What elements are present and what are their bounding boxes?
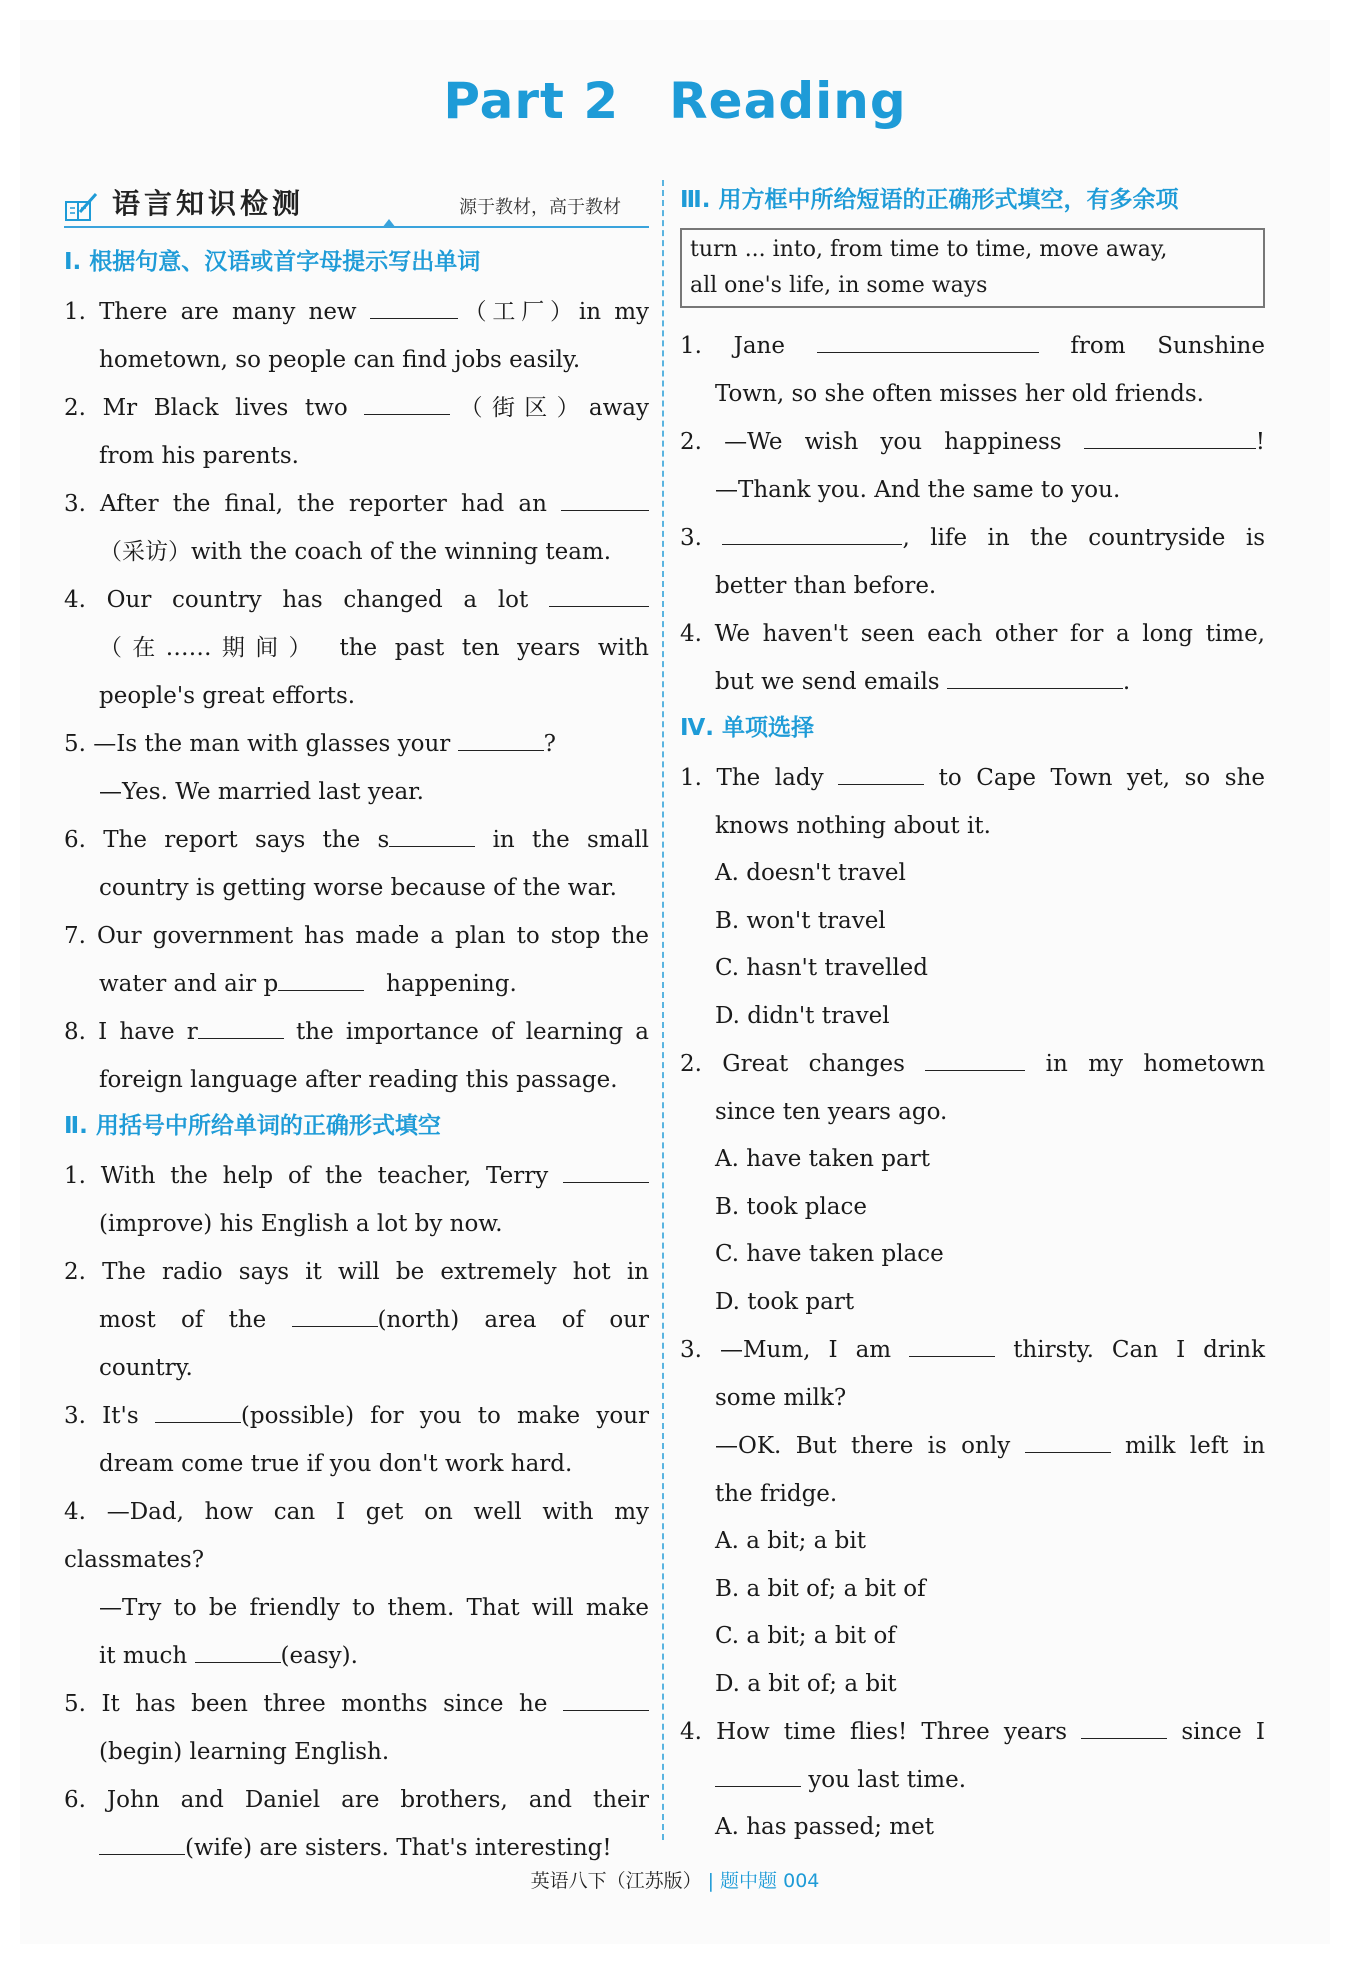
question-3-4-cont: but we send emails . <box>680 658 1265 706</box>
answer-blank[interactable] <box>198 1016 284 1039</box>
question-1-7-cont: water and air p happening. <box>64 960 649 1008</box>
answer-blank[interactable] <box>838 762 924 785</box>
question-2-3: 3. It's (possible) for you to make your <box>64 1392 649 1440</box>
answer-blank[interactable] <box>1025 1430 1111 1453</box>
question-3-1: 1. Jane from Sunshine <box>680 322 1265 370</box>
option[interactable]: A. has passed; met <box>715 1814 934 1840</box>
question-1-2: 2. Mr Black lives two （街区）away <box>64 384 649 432</box>
part-4-title: Ⅳ. 单项选择 <box>680 715 815 741</box>
option[interactable]: D. took part <box>715 1288 855 1315</box>
question-2-2-cont: most of the (north) area of our <box>64 1296 649 1344</box>
question-4-2-cont: since ten years ago. <box>715 1099 948 1125</box>
question-1-4-cont2: people's great efforts. <box>99 683 356 709</box>
answer-blank[interactable] <box>195 1640 281 1663</box>
part-1-title: Ⅰ. 根据句意、汉语或首字母提示写出单词 <box>64 249 481 275</box>
question-4-2: 2. Great changes in my hometown <box>680 1040 1265 1088</box>
answer-blank[interactable] <box>1081 1716 1167 1739</box>
question-4-3-cont: some milk? <box>715 1385 847 1411</box>
question-2-4-cont: —Try to be friendly to them. That will make <box>99 1595 649 1621</box>
question-1-8-cont: foreign language after reading this passage. <box>99 1067 618 1093</box>
question-4-4-cont: you last time. <box>680 1756 1265 1804</box>
answer-blank[interactable] <box>1084 426 1256 449</box>
question-1-7: 7. Our government has made a plan to stop the <box>64 923 649 949</box>
part-3-title: Ⅲ. 用方框中所给短语的正确形式填空，有多余项 <box>680 187 1179 213</box>
book-name: 英语八下（江苏版） <box>530 1870 702 1892</box>
option[interactable]: A. a bit; a bit <box>715 1528 866 1554</box>
question-1-6-cont: country is getting worse because of the war. <box>99 875 617 901</box>
answer-blank[interactable] <box>458 728 544 751</box>
question-3-3-cont: better than before. <box>715 573 937 599</box>
question-3-4: 4. We haven't seen each other for a long time, <box>680 621 1265 647</box>
answer-blank[interactable] <box>909 1334 995 1357</box>
answer-blank[interactable] <box>370 296 458 319</box>
option[interactable]: C. a bit; a bit of <box>715 1623 896 1649</box>
question-4-1-cont: knows nothing about it. <box>715 813 991 839</box>
question-3-2: 2. —We wish you happiness ! <box>680 418 1265 466</box>
answer-blank[interactable] <box>292 1304 378 1327</box>
question-1-4: 4. Our country has changed a lot <box>64 576 649 624</box>
option[interactable]: C. have taken place <box>715 1241 944 1267</box>
question-2-2-cont2: country. <box>99 1355 193 1381</box>
phrase-box <box>680 228 1265 308</box>
answer-blank[interactable] <box>99 1832 185 1855</box>
phrase-box-line: all one's life, in some ways <box>690 273 988 298</box>
answer-blank[interactable] <box>549 584 649 607</box>
answer-blank[interactable] <box>722 522 902 545</box>
section-title: 语言知识检测 <box>112 187 305 220</box>
option[interactable]: A. doesn't travel <box>715 860 906 886</box>
question-2-4-cont2: it much (easy). <box>64 1632 649 1680</box>
question-1-3-cont: （采访）with the coach of the winning team. <box>99 539 612 565</box>
option[interactable]: C. hasn't travelled <box>715 955 929 981</box>
option[interactable]: D. didn't travel <box>715 1002 890 1029</box>
question-2-3-cont: dream come true if you don't work hard. <box>99 1451 573 1477</box>
book-pen-icon <box>64 192 98 222</box>
footer-separator: | <box>707 1870 715 1892</box>
option[interactable]: B. won't travel <box>715 907 886 934</box>
question-4-4: 4. How time flies! Three years since I <box>680 1708 1265 1756</box>
question-1-5-cont: —Yes. We married last year. <box>99 779 424 805</box>
question-4-1: 1. The lady to Cape Town yet, so she <box>680 754 1265 802</box>
answer-blank[interactable] <box>563 1160 649 1183</box>
answer-blank[interactable] <box>925 1048 1025 1071</box>
section-subtitle: 源于教材，高于教材 <box>459 197 621 218</box>
question-1-1-cont: hometown, so people can find jobs easily. <box>99 347 581 373</box>
question-1-8: 8. I have r the importance of learning a <box>64 1008 649 1056</box>
question-3-2-cont: —Thank you. And the same to you. <box>715 477 1121 503</box>
question-2-6: 6. John and Daniel are brothers, and their <box>64 1787 649 1813</box>
question-1-2-cont: from his parents. <box>99 443 299 469</box>
question-2-6-cont: (wife) are sisters. That's interesting! <box>64 1824 649 1872</box>
question-1-3: 3. After the final, the reporter had an <box>64 480 649 528</box>
question-4-3-cont3: the fridge. <box>715 1481 838 1507</box>
part-2-title: Ⅱ. 用括号中所给单词的正确形式填空 <box>64 1113 441 1139</box>
answer-blank[interactable] <box>947 666 1123 689</box>
question-2-2: 2. The radio says it will be extremely hot in <box>64 1259 649 1285</box>
question-2-1: 1. With the help of the teacher, Terry <box>64 1152 649 1200</box>
question-4-3-cont2: —OK. But there is only milk left in <box>680 1422 1265 1470</box>
option[interactable]: A. have taken part <box>715 1146 930 1172</box>
section-header <box>64 182 649 228</box>
phrase-box-line: turn ... into, from time to time, move away, <box>690 237 1168 262</box>
question-3-3: 3. , life in the countryside is <box>680 514 1265 562</box>
page-footer <box>0 1866 1350 1893</box>
page-title: Part 2 Reading <box>443 72 907 130</box>
option[interactable]: B. a bit of; a bit of <box>715 1575 926 1602</box>
question-1-4-cont: （在……期间） the past ten years with <box>99 635 649 661</box>
question-3-1-cont: Town, so she often misses her old friends. <box>715 381 1204 407</box>
answer-blank[interactable] <box>155 1400 241 1423</box>
question-1-6: 6. The report says the s in the small <box>64 816 649 864</box>
page-number: 004 <box>783 1870 820 1892</box>
answer-blank[interactable] <box>278 968 364 991</box>
question-1-5: 5. —Is the man with glasses your ? <box>64 720 649 768</box>
option[interactable]: B. took place <box>715 1193 867 1220</box>
question-2-5: 5. It has been three months since he <box>64 1680 649 1728</box>
column-divider <box>662 180 664 1840</box>
answer-blank[interactable] <box>563 1688 649 1711</box>
answer-blank[interactable] <box>817 330 1039 353</box>
header-triangle <box>382 219 396 228</box>
question-2-5-cont: (begin) learning English. <box>99 1739 390 1765</box>
answer-blank[interactable] <box>561 488 649 511</box>
series-name: 题中题 <box>720 1870 778 1892</box>
answer-blank[interactable] <box>389 824 475 847</box>
question-2-4: 4. —Dad, how can I get on well with my classmates? <box>64 1499 649 1573</box>
right-column <box>680 182 1265 1852</box>
question-1-1: 1. There are many new （工厂）in my <box>64 288 649 336</box>
question-4-3: 3. —Mum, I am thirsty. Can I drink <box>680 1326 1265 1374</box>
question-2-1-cont: (improve) his English a lot by now. <box>99 1211 503 1237</box>
answer-blank[interactable] <box>715 1764 801 1787</box>
left-column <box>64 182 649 1872</box>
option[interactable]: D. a bit of; a bit <box>715 1670 897 1697</box>
answer-blank[interactable] <box>364 392 450 415</box>
